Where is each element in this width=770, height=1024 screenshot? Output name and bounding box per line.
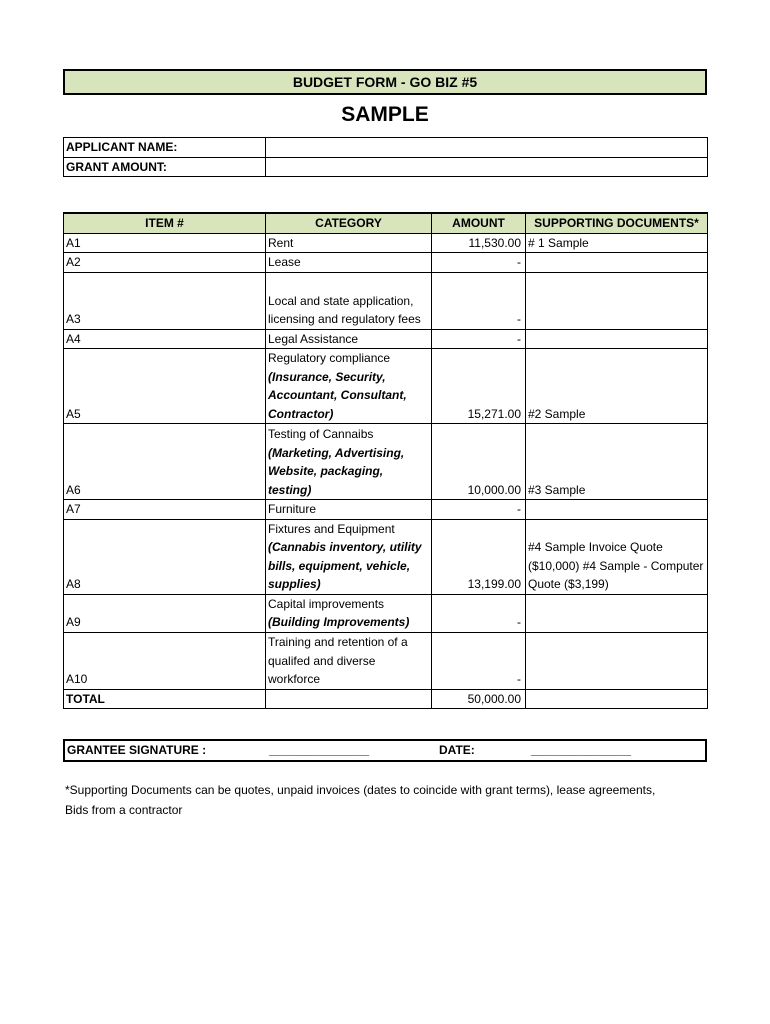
applicant-info-table [63,137,708,177]
total-docs-cell [526,689,708,709]
amount-cell: 11,530.00 [432,233,526,253]
category-cell: Rent [266,233,432,253]
amount-cell: - [432,329,526,349]
column-header-category: CATEGORY [266,213,432,233]
budget-header-row [64,213,708,233]
category-cell [266,424,432,500]
item-number: A3 [64,272,266,329]
category-cell [266,594,432,632]
date-line[interactable]: _______________ [531,743,632,757]
item-number: A4 [64,329,266,349]
amount-cell: 10,000.00 [432,424,526,500]
table-row [64,349,708,424]
docs-cell [526,594,708,632]
total-label: TOTAL [64,689,266,709]
category-cell [266,519,432,594]
amount-cell: - [432,594,526,632]
category-cell [266,349,432,424]
item-number: A6 [64,424,266,500]
budget-table [63,212,708,709]
item-number: A2 [64,253,266,273]
category-cell: Local and state application, licensing and regulatory fees [266,272,432,329]
column-header-supporting-documents: SUPPORTING DOCUMENTS* [526,213,708,233]
table-row [64,594,708,632]
table-row [64,253,708,273]
category-label: Fixtures and Equipment [268,521,395,536]
amount-cell: 13,199.00 [432,519,526,594]
signature-line[interactable]: _______________ [269,743,370,757]
category-label: Testing of Cannaibs [268,427,374,441]
docs-cell [526,253,708,273]
signature-bar [63,739,707,762]
applicant-name-label: APPLICANT NAME: [64,138,266,158]
table-row [64,233,708,253]
docs-cell [526,329,708,349]
form-subtitle: SAMPLE [341,103,429,126]
column-header-amount: AMOUNT [432,213,526,233]
total-category-cell [266,689,432,709]
grant-amount-label: GRANT AMOUNT: [64,157,266,177]
category-label: Regulatory compliance [268,351,391,365]
form-title: BUDGET FORM - GO BIZ #5 [63,69,707,95]
amount-cell: - [432,272,526,329]
docs-cell [526,500,708,520]
table-row [64,272,708,329]
table-row [64,500,708,520]
supporting-documents-footnote: *Supporting Documents can be quotes, unpaid invoices (dates to coincide with grant terms), lease agreements, Bids from a contractor [65,783,656,817]
category-cell: Furniture [266,500,432,520]
table-row [64,329,708,349]
table-row [64,519,708,594]
item-number: A1 [64,233,266,253]
signature-label: GRANTEE SIGNATURE : [67,743,207,757]
category-cell: Training and retention of a qualifed and diverse workforce [266,632,432,689]
applicant-name-field[interactable] [266,138,708,158]
docs-cell: # 1 Sample [526,233,708,253]
table-row [64,632,708,689]
docs-cell: #4 Sample Invoice Quote ($10,000) #4 Sample - Computer Quote ($3,199) [526,519,708,594]
item-number: A8 [64,519,266,594]
amount-cell: - [432,500,526,520]
category-cell: Lease [266,253,432,273]
total-row [64,689,708,709]
category-detail: (Building Improvements) [268,615,410,629]
docs-cell [526,272,708,329]
docs-cell: #2 Sample [526,349,708,424]
category-cell: Legal Assistance [266,329,432,349]
column-header-item: ITEM # [64,213,266,233]
amount-cell: - [432,253,526,273]
date-label: DATE: [439,743,475,757]
item-number: A5 [64,349,266,424]
docs-cell [526,632,708,689]
category-detail: (Cannabis inventory, utility bills, equipment, vehicle, supplies) [268,540,422,591]
item-number: A10 [64,632,266,689]
grant-amount-field[interactable] [266,157,708,177]
item-number: A7 [64,500,266,520]
amount-cell: - [432,632,526,689]
category-detail: (Marketing, Advertising, Website, packaging, testing) [268,445,405,497]
docs-cell: #3 Sample [526,424,708,500]
item-number: A9 [64,594,266,632]
table-row [64,424,708,500]
amount-cell: 15,271.00 [432,349,526,424]
total-amount: 50,000.00 [432,689,526,709]
category-label: Capital improvements [268,596,385,611]
category-detail: (Insurance, Security, Accountant, Consultant, Contractor) [268,369,407,421]
